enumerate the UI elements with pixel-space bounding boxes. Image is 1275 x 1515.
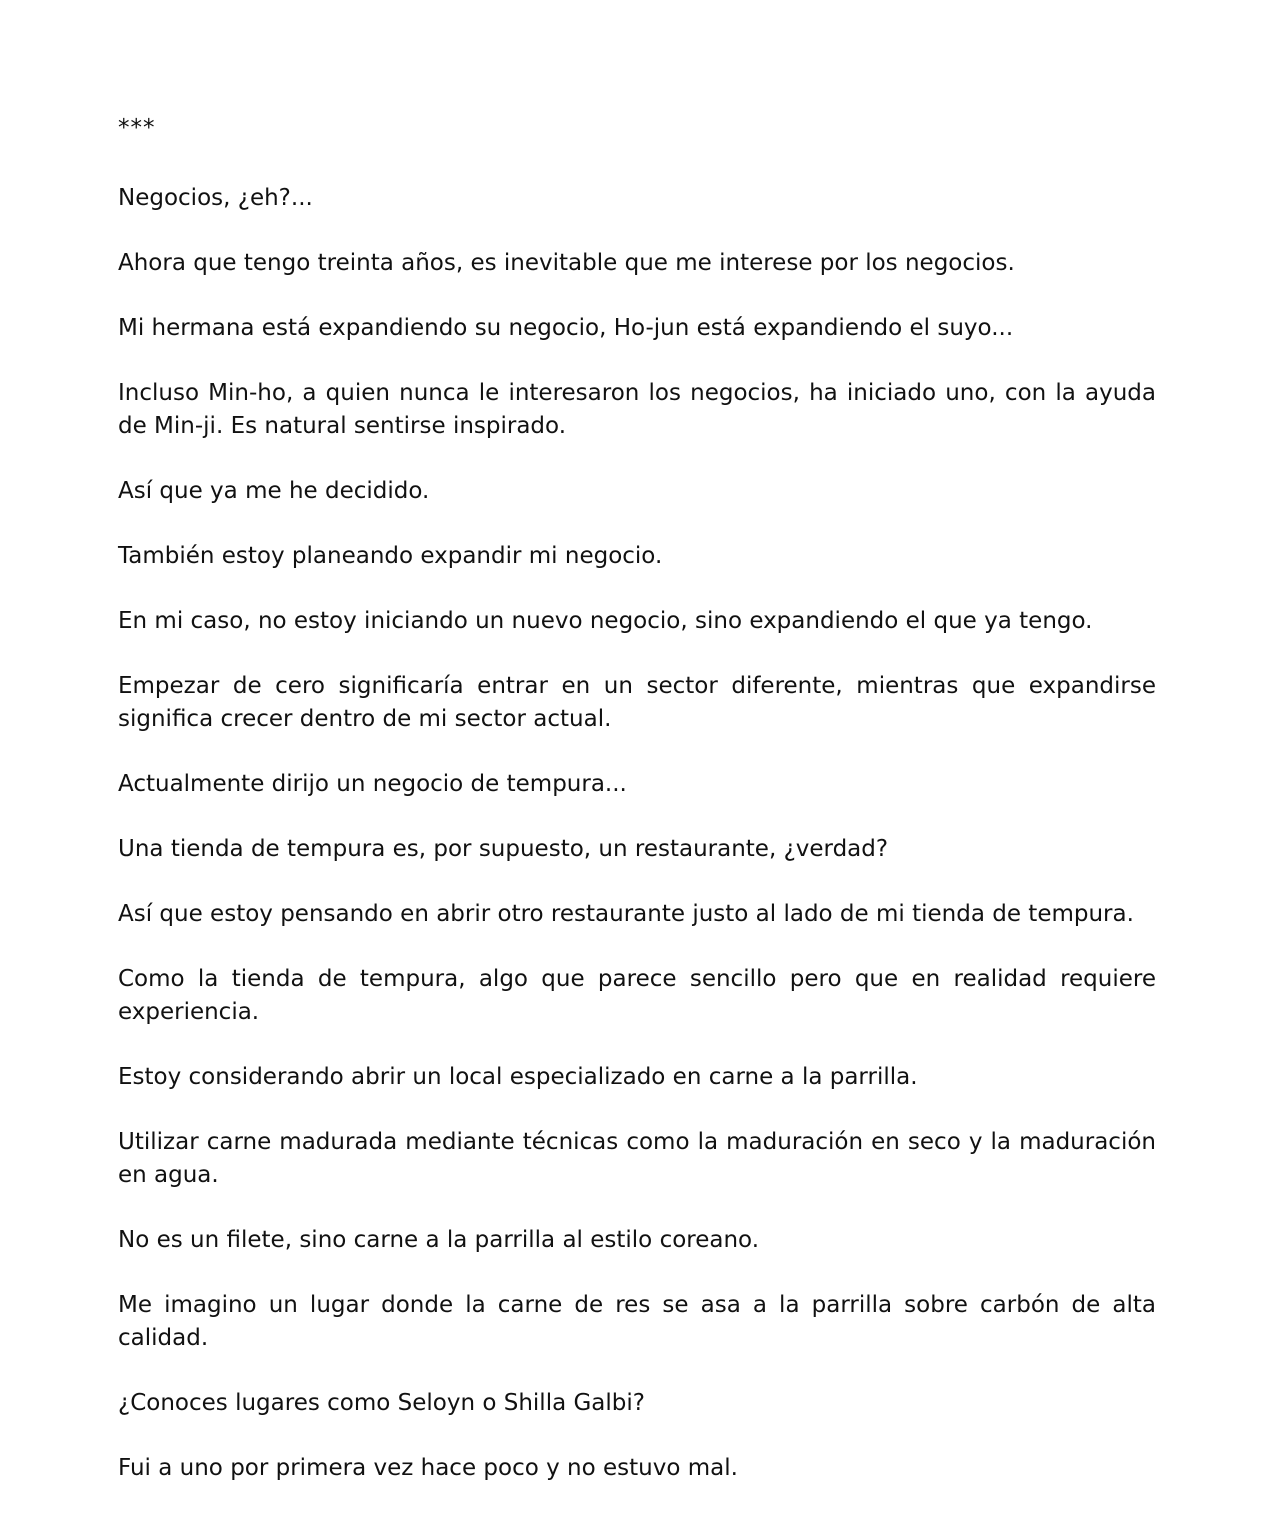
scene-separator: ***: [118, 115, 156, 141]
paragraph: Negocios, ¿eh?...: [118, 185, 313, 211]
paragraph: También estoy planeando expandir mi negocio.: [118, 543, 663, 569]
paragraph: Utilizar carne madurada mediante técnicas como la maduración en seco y la maduración en agua.: [118, 1129, 1156, 1188]
paragraph: Así que estoy pensando en abrir otro restaurante justo al lado de mi tienda de tempura.: [118, 901, 1134, 927]
paragraph: ¿Conoces lugares como Seloyn o Shilla Galbi?: [118, 1390, 645, 1416]
paragraph: Como la tienda de tempura, algo que parece sencillo pero que en realidad requiere experiencia.: [118, 966, 1156, 1025]
paragraph: En mi caso, no estoy iniciando un nuevo negocio, sino expandiendo el que ya tengo.: [118, 608, 1093, 634]
paragraph: Ahora que tengo treinta años, es inevitable que me interese por los negocios.: [118, 250, 1015, 276]
paragraph: Mi hermana está expandiendo su negocio, Ho-jun está expandiendo el suyo...: [118, 315, 1014, 341]
paragraph: Incluso Min-ho, a quien nunca le interesaron los negocios, ha iniciado uno, con la ayuda de Min-ji. Es natural sentirse inspirado.: [118, 380, 1156, 439]
paragraph: Fui a uno por primera vez hace poco y no estuvo mal.: [118, 1455, 738, 1481]
paragraph: Empezar de cero significaría entrar en un sector diferente, mientras que expandirse significa crecer dentro de mi sector actual.: [118, 673, 1156, 732]
paragraph: Una tienda de tempura es, por supuesto, un restaurante, ¿verdad?: [118, 836, 889, 862]
paragraph: Así que ya me he decidido.: [118, 478, 430, 504]
paragraph: Me imagino un lugar donde la carne de res se asa a la parrilla sobre carbón de alta calidad.: [118, 1292, 1156, 1351]
document-body: [118, 112, 1156, 1515]
paragraph: Estoy considerando abrir un local especializado en carne a la parrilla.: [118, 1064, 918, 1090]
paragraph: Actualmente dirijo un negocio de tempura...: [118, 771, 627, 797]
paragraph: No es un filete, sino carne a la parrilla al estilo coreano.: [118, 1227, 760, 1253]
